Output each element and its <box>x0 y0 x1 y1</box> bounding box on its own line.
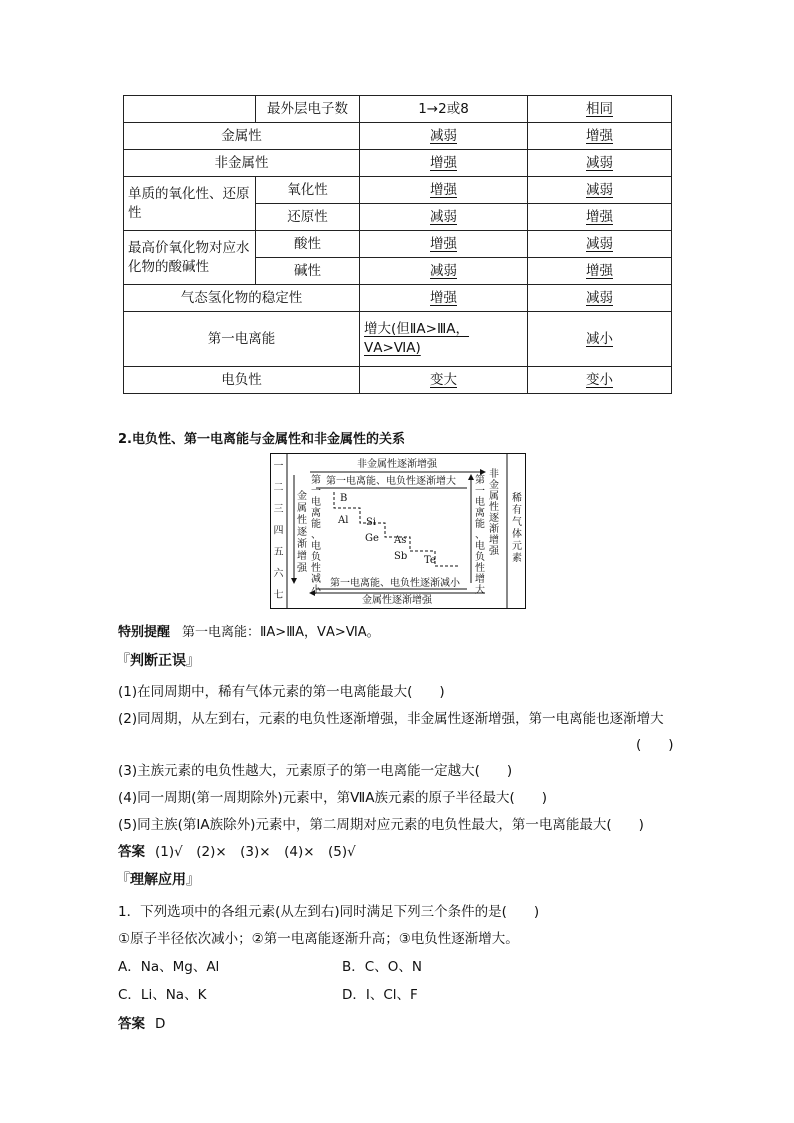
apply-question: 1．下列选项中的各组元素(从左到右)同时满足下列三个条件的是( ) <box>118 904 540 920</box>
table-cell-c1: 增强 <box>360 150 528 177</box>
answer-text: (1)√ (2)× (3)× (4)× (5)√ <box>155 844 356 860</box>
table-cell-blank <box>124 96 256 123</box>
option-a: A．Na、Mg、Al <box>118 959 220 975</box>
period-label: 一 <box>273 461 284 472</box>
table-cell-c2: 减小 <box>528 312 672 367</box>
svg-text:素: 素 <box>512 553 522 564</box>
table-cell-c2: 相同 <box>528 96 672 123</box>
table-cell-label: 金属性 <box>124 123 360 150</box>
apply-conditions: ①原子半径依次减小；②第一电离能逐渐升高；③电负性逐渐增大。 <box>118 931 519 947</box>
bottom-label: 金属性逐渐增强 <box>362 595 432 606</box>
svg-text:逐: 逐 <box>297 527 307 538</box>
period-label: 六 <box>273 568 284 580</box>
table-cell-c2: 增强 <box>528 204 672 231</box>
table-row <box>124 177 672 204</box>
table-cell-c2: 减弱 <box>528 177 672 204</box>
svg-text:性: 性 <box>489 502 499 513</box>
element-symbol: Si <box>366 517 377 528</box>
table-row <box>124 312 672 367</box>
judge-item-5: (5)同主族(第ⅠA族除外)元素中，第二周期对应元素的电负性最大，第一电离能最大( ) <box>118 817 644 833</box>
judge-item-2-blank: ( ) <box>636 737 674 753</box>
svg-text:离: 离 <box>311 508 321 519</box>
svg-text:第: 第 <box>311 475 321 486</box>
svg-text:增: 增 <box>489 535 499 546</box>
svg-text:负: 负 <box>311 552 321 563</box>
svg-text:能: 能 <box>475 519 485 530</box>
option-b: B．C、O、N <box>342 959 422 975</box>
table-cell-c1: 增大(但ⅡA>ⅢA，ⅤA>ⅥA) <box>360 312 528 367</box>
element-symbol: Te <box>424 555 436 566</box>
judge-item-4: (4)同一周期(第一周期除外)元素中，第ⅦA族元素的原子半径最大( ) <box>118 790 548 806</box>
table-cell-label: 非金属性 <box>124 150 360 177</box>
svg-text:性: 性 <box>311 563 321 574</box>
section-title: 2.电负性、第一电离能与金属性和非金属性的关系 <box>118 432 405 447</box>
period-label: 五 <box>273 547 284 558</box>
table-cell-group: 最高价氧化物对应水化物的酸碱性 <box>124 231 256 285</box>
periodic-trend-diagram <box>270 453 526 609</box>
svg-text:渐: 渐 <box>297 539 307 550</box>
period-labels <box>274 461 285 601</box>
svg-text:性: 性 <box>475 563 485 574</box>
option-c: C．Li、Na、K <box>118 987 207 1003</box>
svg-text:属: 属 <box>297 503 307 514</box>
judge-item-3: (3)主族元素的电负性越大，元素原子的第一电离能一定越大( ) <box>118 763 513 779</box>
element-symbol: Ge <box>365 533 379 544</box>
svg-text:增: 增 <box>475 574 485 585</box>
element-symbol: Al <box>338 515 349 526</box>
period-label: 七 <box>273 590 284 601</box>
svg-text:大: 大 <box>475 585 485 596</box>
left-inner-label <box>311 473 322 596</box>
judge-tag-text: 判断正误 <box>130 653 186 669</box>
svg-text:电: 电 <box>311 541 321 552</box>
table-cell-c1: 减弱 <box>360 204 528 231</box>
svg-text:、: 、 <box>311 530 321 541</box>
svg-text:电: 电 <box>311 497 321 508</box>
table-cell-c2: 减弱 <box>528 231 672 258</box>
tip-text: 第一电离能：ⅡA>ⅢA，ⅤA>ⅥA。 <box>182 625 380 640</box>
svg-text:电: 电 <box>475 541 485 552</box>
svg-text:金: 金 <box>297 491 307 502</box>
table-cell-c1: 1→2或8 <box>360 96 528 123</box>
inner-bottom-label: 第一电离能、电负性逐渐减小 <box>330 578 460 589</box>
svg-text:减: 减 <box>311 574 321 585</box>
table-cell-c2: 减弱 <box>528 285 672 312</box>
table-cell-c1: 减弱 <box>360 258 528 285</box>
judge-item-2: (2)同周期，从左到右，元素的电负性逐渐增强，非金属性逐渐增强，第一电离能也逐渐增大 <box>118 711 664 727</box>
noble-gas-label <box>512 491 522 564</box>
tip-label: 特别提醒 <box>118 625 171 640</box>
svg-text:性: 性 <box>297 515 307 526</box>
answer-label: 答案 <box>118 844 145 860</box>
svg-text:属: 属 <box>489 491 499 502</box>
svg-text:气: 气 <box>512 517 522 528</box>
table-cell-label: 电负性 <box>124 367 360 394</box>
svg-text:强: 强 <box>489 546 499 557</box>
table-cell-c1: 减弱 <box>360 123 528 150</box>
right-inner-label <box>475 473 485 596</box>
table-cell-c1: 增强 <box>360 285 528 312</box>
svg-text:非: 非 <box>489 469 499 480</box>
judge-answer <box>118 840 356 860</box>
element-symbol: As <box>394 535 407 546</box>
apply-tag-text: 理解应用 <box>130 872 186 888</box>
svg-text:、: 、 <box>475 530 485 541</box>
table-cell-sub: 酸性 <box>256 231 360 258</box>
svg-text:增: 增 <box>297 551 307 562</box>
table-cell-c2: 变小 <box>528 367 672 394</box>
svg-text:渐: 渐 <box>489 524 499 535</box>
table-row <box>124 231 672 258</box>
special-tip <box>118 621 380 640</box>
svg-text:电: 电 <box>475 497 485 508</box>
svg-text:金: 金 <box>489 480 499 491</box>
period-label: 二 <box>273 482 284 494</box>
period-label: 四 <box>273 525 284 537</box>
svg-text:负: 负 <box>475 552 485 563</box>
table-cell-c2: 增强 <box>528 123 672 150</box>
table-cell-group: 单质的氧化性、还原性 <box>124 177 256 231</box>
svg-text:能: 能 <box>311 519 321 530</box>
apply-answer <box>118 1012 165 1032</box>
table-cell-sub: 碱性 <box>256 258 360 285</box>
element-symbol: B <box>340 493 348 504</box>
table-cell-sub: 还原性 <box>256 204 360 231</box>
table-cell-c1: 增强 <box>360 177 528 204</box>
table-row <box>124 96 672 123</box>
svg-text:一: 一 <box>475 486 485 497</box>
table-row <box>124 123 672 150</box>
svg-text:有: 有 <box>512 505 522 516</box>
inner-top-label: 第一电离能、电负性逐渐增大 <box>326 476 456 487</box>
svg-text:稀: 稀 <box>512 493 522 504</box>
table-cell-c1: 增强 <box>360 231 528 258</box>
table-cell-c2: 增强 <box>528 258 672 285</box>
svg-text:第: 第 <box>475 475 485 486</box>
svg-text:元: 元 <box>512 541 522 552</box>
period-label: 三 <box>273 504 284 515</box>
svg-text:一: 一 <box>311 486 321 497</box>
element-symbol: Sb <box>394 551 408 562</box>
table-row <box>124 367 672 394</box>
right-outer-label <box>489 467 500 557</box>
table-cell-label: 第一电离能 <box>124 312 360 367</box>
svg-text:离: 离 <box>475 508 485 519</box>
svg-text:逐: 逐 <box>489 513 499 524</box>
table-cell-label: 气态氢化物的稳定性 <box>124 285 360 312</box>
element-labels <box>337 493 436 566</box>
answer-label: 答案 <box>118 1016 145 1032</box>
apply-tag: 『理解应用』 <box>116 872 200 888</box>
svg-text:小: 小 <box>311 585 321 596</box>
top-label: 非金属性逐渐增强 <box>357 459 437 470</box>
table-cell-c2: 减弱 <box>528 150 672 177</box>
left-outer-label <box>297 489 308 574</box>
table-cell-c1: 变大 <box>360 367 528 394</box>
table-row <box>124 150 672 177</box>
table-cell-sub: 氧化性 <box>256 177 360 204</box>
option-d: D．I、Cl、F <box>342 987 418 1003</box>
judge-item-1: (1)在同周期中，稀有气体元素的第一电离能最大( ) <box>118 684 445 700</box>
svg-text:体: 体 <box>512 529 522 540</box>
judge-tag: 『判断正误』 <box>116 653 200 669</box>
svg-text:强: 强 <box>297 563 307 574</box>
properties-table <box>123 95 672 394</box>
table-cell-sub: 最外层电子数 <box>256 96 360 123</box>
answer-text: D <box>155 1016 166 1032</box>
table-row <box>124 285 672 312</box>
